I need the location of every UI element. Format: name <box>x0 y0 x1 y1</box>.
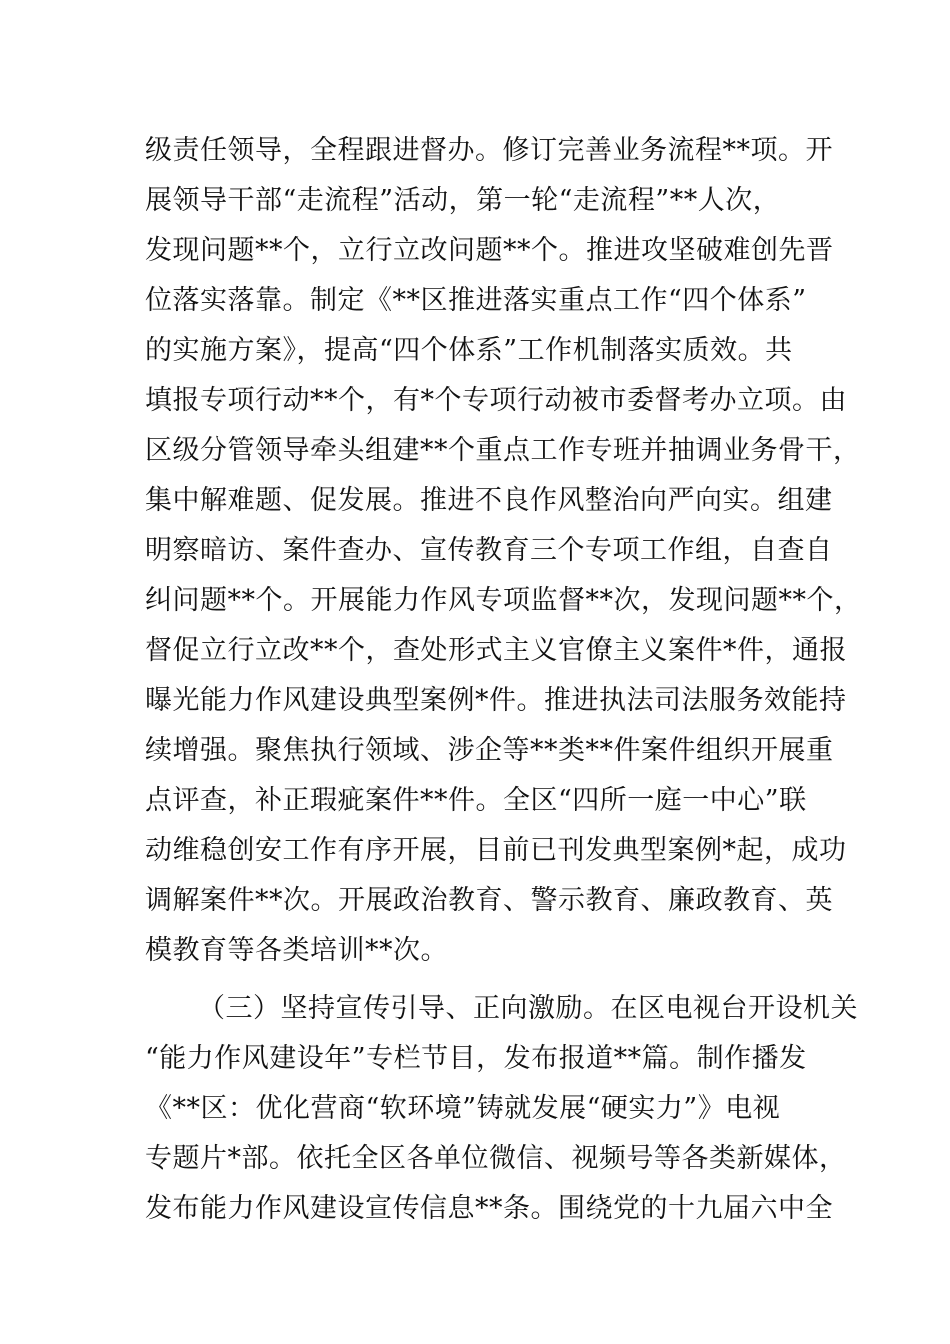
text-line: 纠问题**个。开展能力作风专项监督**次，发现问题**个， <box>145 585 862 616</box>
text-line: 发现问题**个，立行立改问题**个。推进攻坚破难创先晋 <box>145 235 834 266</box>
text-line: 《**区：优化营商“软环境”铸就发展“硬实力”》电视 <box>145 1093 781 1124</box>
text-line: 展领导干部“走流程”活动，第一轮“走流程”**人次， <box>145 185 781 216</box>
text-line: 填报专项行动**个，有*个专项行动被市委督考办立项。由 <box>145 385 847 416</box>
text-line: “能力作风建设年”专栏节目，发布报道**篇。制作播发 <box>145 1043 807 1074</box>
text-line: 集中解难题、促发展。推进不良作风整治向严向实。组建 <box>145 485 833 516</box>
text-line: 动维稳创安工作有序开展，目前已刊发典型案例*起，成功 <box>145 835 847 866</box>
section-heading-line: （三）坚持宣传引导、正向激励。在区电视台开设机关 <box>198 993 858 1024</box>
text-line: 专题片*部。依托全区各单位微信、视频号等各类新媒体， <box>145 1143 847 1174</box>
text-line: 调解案件**次。开展政治教育、警示教育、廉政教育、英 <box>145 885 833 916</box>
text-line: 的实施方案》，提高“四个体系”工作机制落实质效。共 <box>145 335 793 366</box>
text-line: 明察暗访、案件查办、宣传教育三个专项工作组，自查自 <box>145 535 833 566</box>
text-line: 区级分管领导牵头组建**个重点工作专班并抽调业务骨干， <box>145 435 861 466</box>
text-line: 级责任领导，全程跟进督办。修订完善业务流程**项。开 <box>145 135 833 166</box>
text-line: 点评查，补正瑕疵案件**件。全区“四所一庭一中心”联 <box>145 785 807 816</box>
text-line: 位落实落靠。制定《**区推进落实重点工作“四个体系” <box>145 285 807 316</box>
text-line: 续增强。聚焦执行领域、涉企等**类**件案件组织开展重 <box>145 735 834 766</box>
text-line: 模教育等各类培训**次。 <box>145 935 448 966</box>
text-line: 曝光能力作风建设典型案例*件。推进执法司法服务效能持 <box>145 685 847 716</box>
text-line: 督促立行立改**个，查处形式主义官僚主义案件*件，通报 <box>145 635 847 666</box>
text-line: 发布能力作风建设宣传信息**条。围绕党的十九届六中全 <box>145 1193 833 1224</box>
